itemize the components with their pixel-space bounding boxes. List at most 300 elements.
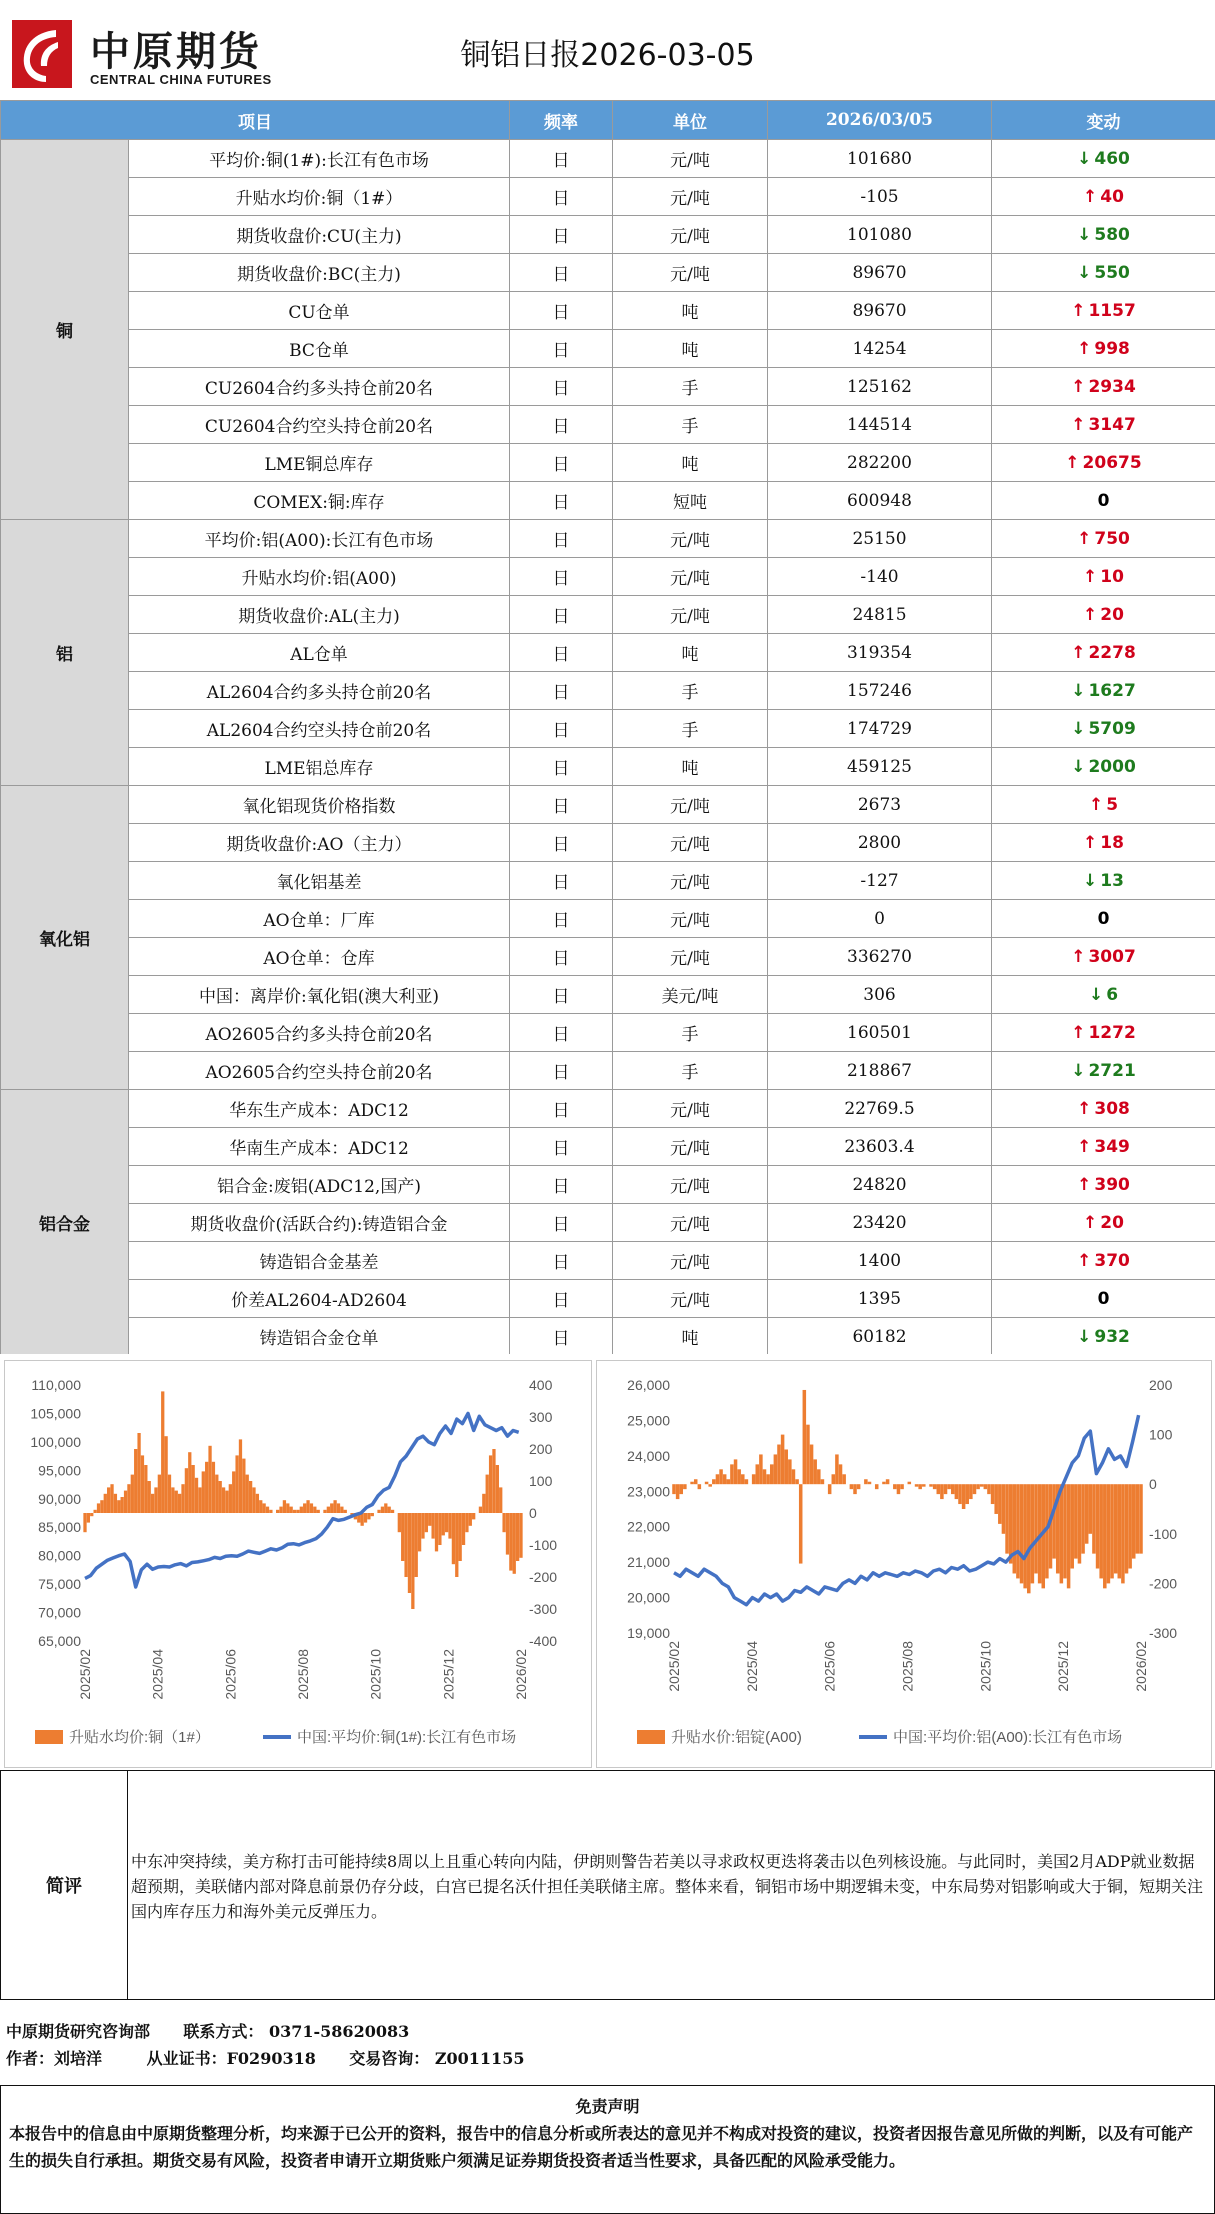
table-row (1, 1014, 1215, 1052)
change-value: 932 (1094, 1327, 1130, 1347)
premium-bar (519, 1513, 522, 1558)
y-left-tick-label: 85,000 (38, 1519, 81, 1535)
premium-bar (784, 1449, 788, 1484)
change-value: 3147 (1088, 415, 1135, 435)
premium-bar (435, 1513, 438, 1551)
premium-bar (127, 1484, 130, 1513)
premium-bar (303, 1503, 306, 1513)
x-tick-label: 2025/10 (977, 1641, 993, 1692)
value-cell: 174729 (768, 710, 992, 748)
premium-bar (401, 1513, 404, 1561)
value-cell: -105 (768, 178, 992, 216)
premium-bar (828, 1484, 832, 1494)
premium-bar (1009, 1484, 1013, 1563)
premium-bar (87, 1513, 90, 1523)
premium-bar (93, 1510, 96, 1513)
premium-bar (293, 1510, 296, 1513)
premium-bar (188, 1452, 191, 1513)
copper-chart-panel (4, 1360, 592, 1768)
premium-bar (181, 1484, 184, 1513)
unit-cell: 吨 (613, 292, 768, 330)
premium-bar (225, 1491, 228, 1513)
premium-bar (327, 1507, 330, 1513)
commentary-section (0, 1770, 1215, 2000)
premium-bar (719, 1469, 723, 1484)
value-cell: 60182 (768, 1318, 992, 1356)
premium-bar (857, 1484, 861, 1489)
premium-bar (1020, 1484, 1024, 1583)
column-header-date: 2026/03/05 (768, 101, 992, 140)
table-row (1, 406, 1215, 444)
premium-bar (1099, 1484, 1103, 1578)
premium-bar (276, 1510, 279, 1513)
arrow-up-icon: ↑ (1071, 947, 1085, 967)
logo-chinese-name: 中原期货 (90, 20, 262, 77)
value-cell: 2673 (768, 786, 992, 824)
premium-bar (300, 1507, 303, 1513)
premium-bar (279, 1507, 282, 1513)
arrow-up-icon: ↑ (1071, 377, 1085, 397)
table-row (1, 178, 1215, 216)
value-cell: 101680 (768, 140, 992, 178)
premium-bar (290, 1507, 293, 1513)
value-cell: 14254 (768, 330, 992, 368)
change-value: 390 (1094, 1175, 1130, 1195)
premium-bar (853, 1484, 857, 1494)
premium-bar (915, 1484, 919, 1486)
premium-bar (766, 1474, 770, 1484)
disclaimer-text: 本报告中的信息由中原期货整理分析，均来源于已公开的资料，报告中的信息分析或所表达的意见并不构成对投资的建议，投资者因报告意见所做的判断，以及有可能产生的损失自行承担。期货交易有风险，投资者申请开立期货账户须满足证券期货投资者适当性要求，具备匹配的风险承受能力。 (9, 2120, 1207, 2174)
item-name-cell: CU2604合约多头持仓前20名 (129, 368, 510, 406)
table-row (1, 596, 1215, 634)
premium-bar (994, 1484, 998, 1514)
premium-bar (330, 1503, 333, 1513)
table-row (1, 1242, 1215, 1280)
item-name-cell: 期货收盘价:AO（主力） (129, 824, 510, 862)
y-right-tick-label: 300 (529, 1409, 553, 1425)
premium-bar (897, 1484, 901, 1494)
item-name-cell: 期货收盘价:CU(主力) (129, 216, 510, 254)
change-cell (992, 710, 1215, 748)
x-tick-label: 2025/04 (150, 1649, 166, 1700)
premium-bar (164, 1436, 167, 1513)
unit-cell: 元/吨 (613, 900, 768, 938)
premium-bar (1110, 1484, 1114, 1578)
premium-bar (131, 1475, 134, 1513)
value-cell: 89670 (768, 254, 992, 292)
premium-bar (933, 1484, 937, 1489)
charts-area (0, 1354, 1215, 1770)
premium-bar (90, 1513, 93, 1516)
premium-bar (148, 1481, 151, 1513)
change-cell (992, 368, 1215, 406)
unit-cell: 短吨 (613, 482, 768, 520)
item-name-cell: AL2604合约多头持仓前20名 (129, 672, 510, 710)
premium-bar (486, 1475, 489, 1513)
y-right-tick-label: -300 (1149, 1625, 1177, 1641)
category-cell: 铝合金 (1, 1090, 129, 1356)
arrow-up-icon: ↑ (1077, 1175, 1091, 1195)
unit-cell: 元/吨 (613, 862, 768, 900)
change-value: 349 (1094, 1137, 1130, 1157)
arrow-down-icon: ↓ (1089, 985, 1103, 1005)
arrow-up-icon: ↑ (1083, 1213, 1097, 1233)
frequency-cell: 日 (510, 1242, 613, 1280)
change-cell (992, 254, 1215, 292)
premium-bar (215, 1475, 218, 1513)
premium-bar (411, 1513, 414, 1609)
premium-bar (479, 1507, 482, 1513)
premium-bar (158, 1475, 161, 1513)
premium-bar (900, 1484, 904, 1489)
change-value: 6 (1106, 985, 1118, 1005)
premium-bar (452, 1513, 455, 1564)
premium-bar (969, 1484, 973, 1499)
change-cell (992, 178, 1215, 216)
premium-bar (676, 1484, 680, 1499)
premium-bar (1132, 1484, 1136, 1558)
premium-bar (1063, 1484, 1067, 1578)
y-right-tick-label: -300 (529, 1601, 557, 1617)
change-value: 0 (1098, 1289, 1110, 1309)
y-left-tick-label: 26,000 (627, 1377, 670, 1393)
frequency-cell: 日 (510, 1090, 613, 1128)
x-tick-label: 2025/12 (440, 1649, 456, 1700)
premium-bar (774, 1454, 778, 1484)
y-left-tick-label: 23,000 (627, 1483, 670, 1499)
unit-cell: 元/吨 (613, 824, 768, 862)
frequency-cell: 日 (510, 406, 613, 444)
copper-chart (5, 1361, 591, 1767)
frequency-cell: 日 (510, 900, 613, 938)
change-cell (992, 748, 1215, 786)
change-value: 1627 (1088, 681, 1135, 701)
premium-bar (1118, 1484, 1122, 1578)
value-cell: 1395 (768, 1280, 992, 1318)
premium-bar (408, 1513, 411, 1593)
premium-bar (1002, 1484, 1006, 1534)
arrow-up-icon: ↑ (1071, 1023, 1085, 1043)
premium-bar (333, 1500, 336, 1513)
premium-bar (1074, 1484, 1078, 1558)
premium-bar (810, 1445, 814, 1485)
premium-bar (803, 1390, 807, 1484)
frequency-cell: 日 (510, 140, 613, 178)
premium-bar (882, 1482, 886, 1484)
frequency-cell: 日 (510, 1014, 613, 1052)
premium-bar (425, 1513, 428, 1532)
table-row (1, 976, 1215, 1014)
change-cell (992, 482, 1215, 520)
change-cell (992, 900, 1215, 938)
x-tick-label: 2026/02 (513, 1649, 529, 1700)
frequency-cell: 日 (510, 786, 613, 824)
value-cell: 282200 (768, 444, 992, 482)
premium-bar (763, 1469, 767, 1484)
item-name-cell: AO仓单：仓库 (129, 938, 510, 976)
frequency-cell: 日 (510, 862, 613, 900)
premium-bar (154, 1487, 157, 1513)
item-name-cell: 价差AL2604-AD2604 (129, 1280, 510, 1318)
premium-bar (799, 1484, 803, 1563)
premium-bar (249, 1481, 252, 1513)
change-cell (992, 976, 1215, 1014)
premium-bar (388, 1507, 391, 1513)
change-value: 370 (1094, 1251, 1130, 1271)
premium-bar (955, 1484, 959, 1499)
table-row (1, 216, 1215, 254)
premium-bar (418, 1513, 421, 1551)
premium-bar (1107, 1484, 1111, 1583)
premium-bar (462, 1513, 465, 1545)
change-cell (992, 1014, 1215, 1052)
premium-bar (980, 1484, 984, 1486)
table-row (1, 1204, 1215, 1242)
change-value: 2721 (1088, 1061, 1135, 1081)
category-cell: 铝 (1, 520, 129, 786)
premium-bar (472, 1513, 475, 1519)
premium-bar (404, 1513, 407, 1577)
frequency-cell: 日 (510, 368, 613, 406)
premium-bar (340, 1507, 343, 1513)
change-value: 1157 (1088, 301, 1135, 321)
value-cell: 125162 (768, 368, 992, 406)
change-cell (992, 1242, 1215, 1280)
x-tick-label: 2025/12 (1055, 1641, 1071, 1692)
change-cell (992, 1280, 1215, 1318)
premium-bar (737, 1469, 741, 1484)
premium-bar (151, 1494, 154, 1513)
premium-bar (459, 1513, 462, 1561)
premium-bar (973, 1484, 977, 1494)
arrow-up-icon: ↑ (1083, 605, 1097, 625)
change-value: 1272 (1088, 1023, 1135, 1043)
value-cell: 24815 (768, 596, 992, 634)
premium-bar (832, 1474, 836, 1484)
x-tick-label: 2025/04 (744, 1641, 760, 1692)
y-right-tick-label: 200 (1149, 1377, 1173, 1393)
premium-bar (1023, 1484, 1027, 1588)
arrow-up-icon: ↑ (1077, 339, 1091, 359)
premium-bar (516, 1513, 519, 1561)
unit-cell: 元/吨 (613, 140, 768, 178)
change-cell (992, 938, 1215, 976)
premium-bar (117, 1500, 120, 1513)
table-row (1, 824, 1215, 862)
premium-bar (438, 1513, 441, 1545)
premium-bar (716, 1474, 720, 1484)
value-cell: 0 (768, 900, 992, 938)
item-name-cell: LME铝总库存 (129, 748, 510, 786)
change-cell (992, 634, 1215, 672)
category-cell: 氧化铝 (1, 786, 129, 1090)
value-cell: 101080 (768, 216, 992, 254)
change-cell (992, 596, 1215, 634)
premium-bar (252, 1487, 255, 1513)
logo-english-name: CENTRAL CHINA FUTURES (90, 72, 272, 87)
y-right-tick-label: 0 (1149, 1476, 1157, 1492)
disclaimer-section (0, 2085, 1215, 2214)
legend-label: 中国:平均价:铜(1#):长江有色市场 (297, 1729, 516, 1746)
item-name-cell: 平均价:铜(1#):长江有色市场 (129, 140, 510, 178)
change-value: 20675 (1083, 453, 1142, 473)
change-cell (992, 1090, 1215, 1128)
frequency-cell: 日 (510, 1280, 613, 1318)
premium-bar (83, 1513, 86, 1532)
premium-bar (770, 1464, 774, 1484)
premium-bar (712, 1479, 716, 1484)
premium-bar (246, 1475, 249, 1513)
premium-bar (317, 1510, 320, 1513)
premium-bar (506, 1513, 509, 1555)
premium-bar (344, 1510, 347, 1513)
arrow-down-icon: ↓ (1071, 757, 1085, 777)
item-name-cell: CU2604合约空头持仓前20名 (129, 406, 510, 444)
unit-cell: 手 (613, 672, 768, 710)
unit-cell: 元/吨 (613, 1280, 768, 1318)
premium-bar (361, 1513, 364, 1526)
item-name-cell: AO2605合约空头持仓前20名 (129, 1052, 510, 1090)
table-row (1, 900, 1215, 938)
premium-bar (940, 1484, 944, 1499)
y-left-tick-label: 110,000 (31, 1377, 81, 1393)
change-cell (992, 824, 1215, 862)
premium-bar (192, 1465, 195, 1513)
premium-bar (1081, 1484, 1085, 1553)
frequency-cell: 日 (510, 178, 613, 216)
change-value: 750 (1094, 529, 1130, 549)
y-left-tick-label: 20,000 (627, 1590, 670, 1606)
premium-bar (976, 1484, 980, 1489)
y-left-tick-label: 65,000 (38, 1633, 81, 1649)
premium-bar (144, 1465, 147, 1513)
item-name-cell: 平均价:铝(A00):长江有色市场 (129, 520, 510, 558)
x-tick-label: 2025/08 (900, 1641, 916, 1692)
column-header-change: 变动 (992, 101, 1215, 140)
premium-bar (202, 1471, 205, 1513)
item-name-cell: AL仓单 (129, 634, 510, 672)
premium-bar (283, 1500, 286, 1513)
unit-cell: 元/吨 (613, 1204, 768, 1242)
item-name-cell: 期货收盘价:AL(主力) (129, 596, 510, 634)
unit-cell: 元/吨 (613, 1242, 768, 1280)
frequency-cell: 日 (510, 1166, 613, 1204)
frequency-cell: 日 (510, 748, 613, 786)
frequency-cell: 日 (510, 1204, 613, 1242)
premium-bar (672, 1484, 676, 1494)
unit-cell: 元/吨 (613, 558, 768, 596)
premium-bar (991, 1484, 995, 1504)
value-cell: 144514 (768, 406, 992, 444)
change-cell (992, 406, 1215, 444)
arrow-down-icon: ↓ (1077, 149, 1091, 169)
premium-bar (795, 1479, 799, 1484)
premium-bar (482, 1494, 485, 1513)
frequency-cell: 日 (510, 672, 613, 710)
premium-bar (723, 1474, 727, 1484)
table-row (1, 1090, 1215, 1128)
y-right-tick-label: -200 (529, 1569, 557, 1585)
change-value: 5 (1106, 795, 1118, 815)
premium-bar (868, 1482, 872, 1484)
y-left-tick-label: 25,000 (627, 1412, 670, 1428)
change-cell (992, 862, 1215, 900)
frequency-cell: 日 (510, 558, 613, 596)
premium-bar (364, 1513, 367, 1523)
premium-bar (918, 1484, 922, 1489)
premium-bar (208, 1446, 211, 1513)
premium-bar (690, 1482, 694, 1484)
premium-bar (168, 1475, 171, 1513)
change-cell (992, 330, 1215, 368)
table-row (1, 672, 1215, 710)
change-cell (992, 1204, 1215, 1242)
item-name-cell: AL2604合约空头持仓前20名 (129, 710, 510, 748)
column-header-item: 项目 (1, 101, 510, 140)
y-left-tick-label: 24,000 (627, 1448, 670, 1464)
value-cell: 89670 (768, 292, 992, 330)
arrow-up-icon: ↑ (1083, 833, 1097, 853)
change-value: 13 (1100, 871, 1124, 891)
y-right-tick-label: 0 (529, 1505, 537, 1521)
premium-bar (232, 1471, 235, 1513)
premium-bar (908, 1482, 912, 1484)
unit-cell: 手 (613, 406, 768, 444)
frequency-cell: 日 (510, 824, 613, 862)
table-row (1, 520, 1215, 558)
change-cell (992, 672, 1215, 710)
table-header-row (1, 101, 1215, 140)
item-name-cell: 华东生产成本：ADC12 (129, 1090, 510, 1128)
premium-bar (839, 1464, 843, 1484)
premium-bar (137, 1433, 140, 1513)
premium-bar (694, 1479, 698, 1484)
premium-bar (239, 1439, 242, 1513)
y-left-tick-label: 75,000 (38, 1576, 81, 1592)
premium-bar (421, 1513, 424, 1539)
premium-bar (178, 1494, 181, 1513)
change-cell (992, 292, 1215, 330)
item-name-cell: 华南生产成本：ADC12 (129, 1128, 510, 1166)
change-cell (992, 444, 1215, 482)
item-name-cell: 铝合金:废铝(ADC12,国产) (129, 1166, 510, 1204)
premium-bar (114, 1494, 117, 1513)
premium-bar (1128, 1484, 1132, 1568)
frequency-cell: 日 (510, 634, 613, 672)
arrow-down-icon: ↓ (1083, 871, 1097, 891)
unit-cell: 手 (613, 368, 768, 406)
arrow-up-icon: ↑ (1077, 1251, 1091, 1271)
premium-bar (788, 1459, 792, 1484)
change-value: 20 (1100, 605, 1124, 625)
change-value: 0 (1098, 909, 1110, 929)
item-name-cell: 氧化铝基差 (129, 862, 510, 900)
premium-bar (107, 1487, 110, 1513)
premium-bar (1096, 1484, 1100, 1568)
premium-bar (806, 1425, 810, 1485)
premium-bar (698, 1484, 702, 1489)
value-cell: 25150 (768, 520, 992, 558)
item-name-cell: 铸造铝合金仓单 (129, 1318, 510, 1356)
premium-bar (781, 1435, 785, 1485)
table-row (1, 140, 1215, 178)
arrow-up-icon: ↑ (1077, 1099, 1091, 1119)
x-tick-label: 2025/02 (77, 1649, 93, 1700)
premium-bar (937, 1484, 941, 1494)
frequency-cell: 日 (510, 1052, 613, 1090)
unit-cell: 元/吨 (613, 938, 768, 976)
premium-bar (1005, 1484, 1009, 1553)
